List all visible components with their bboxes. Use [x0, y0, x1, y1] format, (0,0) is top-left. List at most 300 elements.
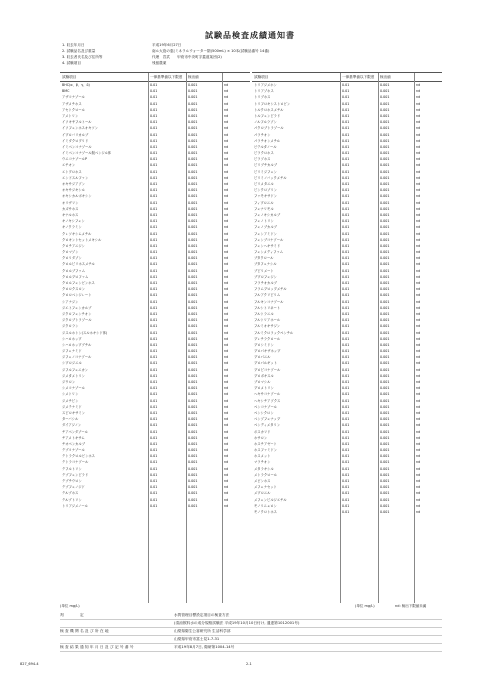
- cell-result: 0.001: [188, 342, 198, 347]
- footer-value: 水質管理目標設定項目の検査方法: [174, 613, 230, 617]
- cell-result: 0.001: [380, 95, 390, 100]
- cell-unit: nd: [416, 194, 421, 199]
- cell-unit: nd: [416, 107, 421, 112]
- results-tables: [60, 72, 442, 602]
- cell-result: 0.001: [188, 163, 198, 168]
- cell-item: オキシカルボキシン: [62, 194, 92, 199]
- cell-limit: 0.01: [150, 219, 158, 224]
- cell-result: 0.001: [188, 293, 198, 298]
- cell-unit: nd: [416, 311, 421, 316]
- cell-result: 0.001: [188, 448, 198, 453]
- meta-value: 南ル大島の恵(ミネラルウォーター類(500mL) × 10本(試験品番号 14番): [152, 49, 270, 53]
- cell-item: クロロベンジレート: [62, 293, 92, 298]
- cell-unit: nd: [416, 441, 421, 446]
- cell-result: 0.001: [380, 441, 390, 446]
- cell-result: 0.001: [380, 206, 390, 211]
- cell-result: 0.001: [188, 262, 198, 267]
- cell-limit: 0.01: [342, 206, 350, 211]
- cell-item: フルシトリネート: [254, 305, 281, 310]
- cell-item: テフルトリン: [62, 466, 82, 471]
- cell-item: パラチオンメチル: [254, 138, 281, 143]
- cell-limit: 0.01: [150, 485, 158, 490]
- cell-item: メフェンピルジエチル: [254, 497, 287, 502]
- cell-result: 0.001: [380, 410, 390, 415]
- cell-unit: nd: [224, 287, 229, 292]
- cell-item: テトラクロルビンホス: [62, 454, 95, 459]
- cell-item: メプロニル: [254, 491, 271, 496]
- cell-unit: nd: [224, 262, 229, 267]
- cell-limit: 0.01: [150, 287, 158, 292]
- cell-item: プロパキザホップ: [254, 349, 281, 354]
- cell-limit: 0.01: [342, 386, 350, 391]
- cell-result: 0.001: [188, 398, 198, 403]
- cell-result: 0.001: [380, 435, 390, 440]
- cell-unit: nd: [416, 231, 421, 236]
- cell-limit: 0.01: [150, 460, 158, 465]
- cell-item: フェノトリン: [254, 219, 274, 224]
- cell-unit: nd: [224, 126, 229, 131]
- cell-item: ダイアジノン: [62, 423, 82, 428]
- cell-unit: nd: [416, 429, 421, 434]
- cell-unit: nd: [224, 200, 229, 205]
- cell-limit: 0.01: [150, 262, 158, 267]
- cell-result: 0.001: [188, 299, 198, 304]
- cell-limit: 0.01: [342, 101, 350, 106]
- cell-item: アセトクロール: [62, 107, 85, 112]
- cell-item: ピリミジフェン: [254, 169, 277, 174]
- cell-result: 0.001: [380, 163, 390, 168]
- cell-result: 0.001: [380, 107, 390, 112]
- cell-limit: 0.01: [342, 231, 350, 236]
- cell-item: フェンブコナゾール: [254, 237, 284, 242]
- cell-item: ボスカリド: [254, 429, 271, 434]
- cell-limit: 0.01: [342, 318, 350, 323]
- cell-limit: 0.01: [342, 274, 350, 279]
- cell-item: パクロブトラゾール: [254, 126, 284, 131]
- cell-unit: nd: [416, 380, 421, 384]
- cell-item: ヘキシチアゾクス: [254, 398, 281, 403]
- cell-item: エンドスルファン: [62, 175, 89, 180]
- cell-limit: 0.01: [342, 448, 350, 453]
- cell-limit: 0.01: [150, 479, 158, 483]
- cell-item: テブフェンピラド: [62, 472, 89, 477]
- cell-unit: nd: [224, 330, 229, 335]
- cell-limit: 0.01: [342, 243, 350, 248]
- cell-result: 0.001: [188, 423, 198, 428]
- cell-limit: 0.01: [150, 318, 158, 323]
- cell-limit: 0.01: [150, 293, 158, 298]
- cell-limit: 0.01: [342, 509, 350, 514]
- cell-result: 0.001: [380, 423, 390, 428]
- cell-limit: 0.01: [342, 485, 350, 490]
- meta-value: 残留農薬: [152, 61, 167, 65]
- cell-item: チアベンダゾール: [62, 429, 88, 434]
- cell-result: 0.001: [380, 194, 390, 199]
- cell-result: 0.001: [188, 380, 198, 384]
- cell-item: エチオン: [62, 163, 76, 168]
- unit-note-right: (単位 mg/L): [355, 604, 375, 608]
- column-divider: [222, 73, 223, 603]
- cell-unit: nd: [224, 318, 229, 323]
- cell-result: 0.001: [380, 491, 390, 496]
- cell-result: 0.001: [188, 472, 198, 477]
- cell-result: 0.001: [380, 175, 390, 180]
- cell-limit: 0.01: [342, 268, 350, 273]
- cell-limit: 0.01: [342, 95, 350, 100]
- cell-item: ジウロン: [62, 380, 76, 384]
- cell-item: キノキシフェン: [62, 219, 85, 224]
- cell-item: トリブホス: [254, 95, 271, 100]
- cell-unit: nd: [224, 274, 229, 279]
- cell-limit: 0.01: [342, 256, 350, 261]
- cell-result: 0.001: [188, 256, 198, 261]
- cell-limit: 0.01: [150, 305, 158, 310]
- cell-unit: nd: [416, 417, 421, 422]
- cell-item: ジスルホトン(スルホキシド体): [62, 330, 108, 335]
- cell-result: 0.001: [188, 237, 198, 242]
- cell-item: トルクロホスメチル: [254, 107, 284, 112]
- cell-unit: nd: [224, 472, 229, 477]
- cell-item: ピリミノバックメチル: [254, 175, 287, 180]
- cell-result: 0.001: [380, 311, 390, 316]
- cell-unit: nd: [224, 256, 229, 261]
- cell-limit: 0.01: [342, 157, 350, 162]
- cell-unit: nd: [416, 342, 421, 347]
- cell-result: 0.001: [188, 305, 198, 310]
- cell-item: メタラキシル: [254, 466, 274, 471]
- cell-limit: 0.01: [342, 441, 350, 446]
- cell-result: 0.001: [380, 497, 390, 502]
- cell-result: 0.001: [188, 355, 198, 360]
- cell-unit: nd: [224, 299, 229, 304]
- cell-item: ホスメット: [254, 454, 271, 459]
- cell-item: テブフェノジド: [62, 485, 85, 490]
- cell-result: 0.001: [188, 367, 198, 372]
- cell-unit: nd: [224, 95, 229, 100]
- cell-item: ペンシクロン: [254, 410, 274, 415]
- cell-limit: 0.01: [150, 231, 158, 236]
- cell-result: 0.001: [380, 182, 390, 186]
- column-divider: [378, 73, 379, 603]
- cell-item: キナルホス: [62, 212, 79, 217]
- meta-block: [62, 42, 442, 66]
- cell-item: シハロホップ: [62, 336, 82, 341]
- cell-result: 0.001: [380, 460, 390, 465]
- footer-value: 山梨県衛生公害研究所 生活科学部: [174, 629, 231, 633]
- cell-limit: 0.01: [342, 361, 350, 366]
- cell-limit: 0.01: [342, 188, 350, 193]
- cell-limit: 0.01: [342, 404, 350, 409]
- cell-limit: 0.01: [150, 355, 158, 360]
- header-item: 試験項目: [254, 75, 269, 79]
- cell-result: 0.001: [188, 435, 198, 440]
- cell-limit: 0.01: [150, 497, 158, 502]
- cell-limit: 0.01: [150, 330, 158, 335]
- cell-unit: nd: [224, 417, 229, 422]
- cell-result: 0.001: [380, 429, 390, 434]
- footer-label: 判 定: [60, 613, 85, 617]
- cell-result: 0.001: [380, 386, 390, 391]
- footer-block: [60, 612, 442, 652]
- cell-limit: 0.01: [150, 398, 158, 403]
- cell-result: 0.001: [380, 212, 390, 217]
- cell-limit: 0.01: [342, 89, 350, 94]
- cell-unit: nd: [224, 237, 229, 242]
- cell-result: 0.001: [380, 83, 390, 87]
- cell-result: 0.001: [380, 336, 390, 341]
- cell-limit: 0.01: [150, 429, 158, 434]
- cell-unit: nd: [416, 144, 421, 149]
- cell-limit: 0.01: [342, 330, 350, 335]
- cell-item: ホスファミドン: [254, 448, 278, 453]
- cell-unit: nd: [224, 392, 229, 397]
- cell-limit: 0.01: [150, 361, 158, 366]
- cell-unit: nd: [416, 169, 421, 174]
- cell-limit: 0.01: [342, 83, 350, 87]
- cell-unit: nd: [416, 120, 421, 125]
- cell-item: フルキンコナゾール: [254, 299, 284, 304]
- cell-item: トリアゾホス: [254, 89, 274, 94]
- cell-unit: nd: [224, 342, 229, 347]
- meta-label: 2. 試験品名及び重量: [62, 49, 96, 53]
- cell-item: プロピコナゾール: [254, 367, 281, 372]
- cell-item: シアナジン: [62, 299, 79, 304]
- cell-unit: nd: [224, 404, 229, 409]
- cell-limit: 0.01: [342, 342, 350, 347]
- cell-unit: nd: [416, 256, 421, 261]
- cell-unit: nd: [224, 206, 229, 211]
- cell-item: マラチオン: [254, 460, 271, 465]
- cell-result: 0.001: [188, 479, 198, 483]
- cell-limit: 0.01: [150, 435, 158, 440]
- cell-limit: 0.01: [342, 212, 350, 217]
- header-limit: 一律基準値以下限度: [150, 75, 183, 79]
- cell-unit: nd: [224, 336, 229, 341]
- column-divider: [340, 73, 341, 603]
- cell-unit: nd: [416, 330, 421, 335]
- cell-limit: 0.01: [342, 182, 350, 186]
- cell-limit: 0.01: [150, 225, 158, 230]
- document-title: 試験品検査成績通知書: [205, 31, 295, 40]
- cell-result: 0.001: [188, 324, 198, 329]
- cell-unit: nd: [224, 491, 229, 496]
- cell-item: アメトリン: [62, 113, 79, 118]
- cell-limit: 0.01: [150, 132, 158, 137]
- cell-item: チアメトキサム: [62, 435, 85, 440]
- cell-unit: nd: [416, 367, 421, 372]
- cell-unit: nd: [416, 188, 421, 193]
- cell-item: ジエトフェンカルブ: [62, 305, 92, 310]
- cell-result: 0.001: [380, 361, 390, 366]
- cell-item: クロルブファム: [62, 268, 86, 273]
- cell-item: プロパルギット: [254, 361, 278, 366]
- cell-limit: 0.01: [150, 212, 158, 217]
- cell-item: ブプロフェジン: [254, 274, 277, 279]
- cell-limit: 0.01: [342, 454, 350, 459]
- cell-unit: nd: [416, 386, 421, 391]
- cell-unit: nd: [416, 479, 421, 483]
- cell-result: 0.001: [380, 256, 390, 261]
- cell-result: 0.001: [188, 231, 198, 236]
- cell-result: 0.001: [380, 262, 390, 267]
- cell-limit: 0.01: [150, 281, 158, 285]
- cell-item: ノルフルラゾン: [254, 120, 277, 125]
- cell-result: 0.001: [188, 89, 198, 94]
- cell-item: フェンアミドン: [254, 231, 277, 236]
- cell-limit: 0.01: [342, 237, 350, 242]
- cell-unit: nd: [416, 95, 421, 100]
- cell-result: 0.001: [188, 188, 198, 193]
- footer-label: 検査結果通知年月日及び記号番号: [60, 645, 135, 649]
- cell-limit: 0.01: [150, 206, 158, 211]
- cell-item: パラチオン: [254, 132, 271, 137]
- cell-unit: nd: [416, 175, 421, 180]
- cell-result: 0.001: [188, 311, 198, 316]
- cell-unit: nd: [416, 101, 421, 106]
- cell-unit: nd: [224, 163, 229, 168]
- cell-limit: 0.01: [342, 225, 350, 230]
- cell-item: シメコナゾール: [62, 386, 85, 391]
- cell-unit: nd: [224, 373, 229, 378]
- cell-unit: nd: [416, 83, 421, 87]
- cell-limit: 0.01: [150, 311, 158, 316]
- cell-result: 0.001: [380, 349, 390, 354]
- cell-limit: 0.01: [342, 126, 350, 131]
- cell-item: フェナリモル: [254, 206, 274, 211]
- cell-limit: 0.01: [150, 349, 158, 354]
- cell-unit: nd: [224, 132, 229, 137]
- document-code: 827_694-4: [20, 662, 39, 666]
- cell-unit: nd: [416, 182, 421, 186]
- cell-unit: nd: [416, 219, 421, 224]
- cell-item: プロシミドン: [254, 342, 274, 347]
- cell-result: 0.001: [380, 355, 390, 360]
- cell-limit: 0.01: [342, 410, 350, 415]
- cell-result: 0.001: [188, 206, 198, 211]
- cell-item: テブチウロン: [62, 479, 82, 483]
- cell-item: トルフェンピラド: [254, 113, 281, 118]
- cell-result: 0.001: [188, 138, 198, 143]
- cell-item: テルブトリン: [62, 497, 82, 502]
- cell-unit: nd: [416, 113, 421, 118]
- cell-result: 0.001: [380, 250, 390, 255]
- cell-result: 0.001: [188, 243, 198, 248]
- cell-unit: nd: [224, 212, 229, 217]
- cell-limit: 0.01: [150, 126, 158, 131]
- cell-unit: nd: [416, 126, 421, 131]
- cell-unit: nd: [224, 380, 229, 384]
- cell-result: 0.001: [188, 386, 198, 391]
- cell-unit: nd: [416, 392, 421, 397]
- cell-item: ブタクロール: [254, 256, 274, 261]
- cell-limit: 0.01: [342, 423, 350, 428]
- cell-limit: 0.01: [342, 151, 350, 156]
- cell-limit: 0.01: [342, 219, 350, 224]
- cell-limit: 0.01: [150, 324, 158, 329]
- cell-result: 0.001: [188, 95, 198, 100]
- cell-unit: nd: [416, 466, 421, 471]
- cell-limit: 0.01: [342, 113, 350, 118]
- cell-result: 0.001: [380, 479, 390, 483]
- cell-limit: 0.01: [150, 237, 158, 242]
- cell-unit: nd: [416, 138, 421, 143]
- cell-unit: nd: [224, 355, 229, 360]
- cell-item: クロルピリホスメチル: [62, 262, 95, 267]
- cell-item: クロルプロファム: [62, 274, 89, 279]
- cell-unit: nd: [224, 423, 229, 428]
- cell-item: ペンディメタリン: [254, 423, 281, 428]
- cell-limit: 0.01: [150, 163, 158, 168]
- cell-result: 0.001: [380, 293, 390, 298]
- cell-unit: nd: [224, 83, 229, 87]
- cell-unit: nd: [416, 448, 421, 453]
- cell-item: キノクラミン: [62, 225, 82, 230]
- cell-limit: 0.01: [150, 250, 158, 255]
- footer-value: 山梨県甲府市富士見1-7-31: [174, 637, 220, 641]
- meta-label: 1. 収去年月日: [62, 43, 85, 47]
- cell-result: 0.001: [380, 243, 390, 248]
- cell-unit: nd: [416, 497, 421, 502]
- cell-unit: nd: [416, 293, 421, 298]
- cell-result: 0.001: [380, 466, 390, 471]
- cell-limit: 0.01: [150, 175, 158, 180]
- cell-result: 0.001: [188, 497, 198, 502]
- cell-unit: nd: [224, 107, 229, 112]
- cell-item: ブロマシル: [254, 380, 271, 384]
- cell-item: エトプロホス: [62, 169, 82, 174]
- cell-limit: 0.01: [342, 503, 350, 508]
- cell-result: 0.001: [380, 120, 390, 125]
- cell-unit: nd: [416, 206, 421, 211]
- cell-limit: 0.01: [150, 188, 158, 193]
- cell-unit: nd: [224, 151, 229, 156]
- cell-unit: nd: [224, 188, 229, 193]
- results-table-left: [60, 72, 250, 603]
- meta-row: [62, 60, 442, 66]
- cell-result: 0.001: [188, 250, 198, 255]
- cell-limit: 0.01: [150, 256, 158, 261]
- cell-limit: 0.01: [342, 324, 350, 329]
- cell-limit: 0.01: [150, 89, 158, 94]
- cell-item: ジフルフェニカン: [62, 367, 89, 372]
- cell-result: 0.001: [188, 101, 198, 106]
- cell-result: 0.001: [380, 89, 390, 94]
- cell-result: 0.001: [380, 157, 390, 162]
- cell-item: ピンクロゾリン: [254, 188, 278, 193]
- cell-item: モノクロトホス: [254, 509, 277, 514]
- cell-result: 0.001: [188, 410, 198, 415]
- cell-unit: nd: [416, 454, 421, 459]
- cell-item: ベンゾフェナップ: [254, 417, 281, 422]
- cell-item: プレチラクロール: [254, 336, 281, 341]
- cell-item: ジメチピン: [62, 398, 79, 403]
- cell-item: イプロバリカルブ: [62, 132, 89, 137]
- cell-item: フルアクリピリム: [254, 293, 281, 298]
- cell-result: 0.001: [380, 398, 390, 403]
- cell-result: 0.001: [188, 83, 198, 87]
- cell-limit: 0.01: [342, 349, 350, 354]
- cell-result: 0.001: [188, 268, 198, 273]
- cell-unit: nd: [224, 311, 229, 316]
- cell-result: 0.001: [188, 144, 198, 149]
- cell-unit: nd: [224, 305, 229, 310]
- cell-unit: nd: [416, 472, 421, 477]
- cell-limit: 0.01: [342, 120, 350, 125]
- cell-unit: nd: [224, 89, 229, 94]
- cell-item: トリアジメホン: [254, 83, 277, 87]
- cell-limit: 0.01: [150, 151, 158, 156]
- cell-result: 0.001: [188, 225, 198, 230]
